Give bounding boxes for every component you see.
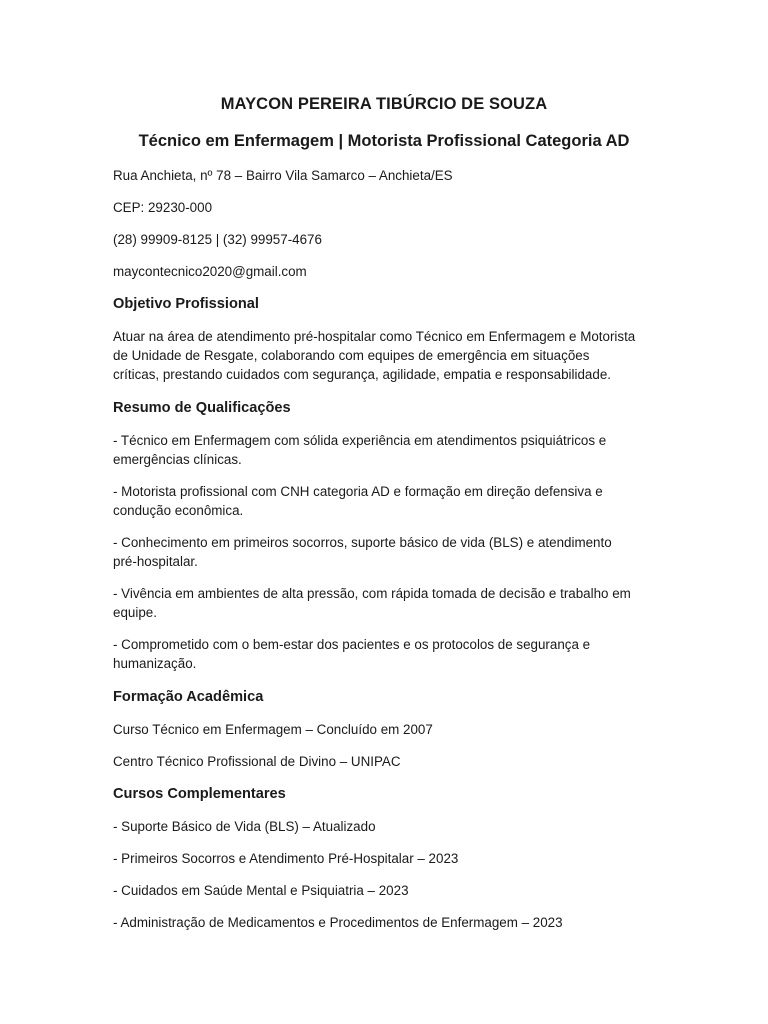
section-title-courses: Cursos Complementares <box>113 786 286 802</box>
section-title-qualifications: Resumo de Qualificações <box>113 400 291 416</box>
section-title-objective: Objetivo Profissional <box>113 296 259 312</box>
qualification-line: - Técnico em Enfermagem com sólida experiência em atendimentos psiquiátricos e <box>113 433 607 448</box>
qualification-item <box>113 533 655 571</box>
professional-title: Técnico em Enfermagem | Motorista Profissional Categoria AD <box>138 132 630 150</box>
email-line: maycontecnico2020@gmail.com <box>113 264 307 279</box>
qualification-item <box>113 482 655 520</box>
qualification-item <box>113 431 655 469</box>
phone-line: (28) 99909-8125 | (32) 99957-4676 <box>113 232 322 247</box>
qualification-line: - Comprometido com o bem-estar dos pacientes e os protocolos de segurança e <box>113 637 591 652</box>
qualification-line: emergências clínicas. <box>113 452 242 467</box>
qualification-item <box>113 635 655 673</box>
objective-line: de Unidade de Resgate, colaborando com equipes de emergência em situações <box>113 348 590 363</box>
objective-line: Atuar na área de atendimento pré-hospitalar como Técnico em Enfermagem e Motorista <box>113 329 636 344</box>
candidate-name: MAYCON PEREIRA TIBÚRCIO DE SOUZA <box>220 95 548 113</box>
qualification-line: condução econômica. <box>113 503 244 518</box>
qualification-line: pré-hospitalar. <box>113 554 198 569</box>
education-institution: Centro Técnico Profissional de Divino – UNIPAC <box>113 754 401 769</box>
qualification-line: - Motorista profissional com CNH categoria AD e formação em direção defensiva e <box>113 484 603 499</box>
course-item: - Suporte Básico de Vida (BLS) – Atualizado <box>113 819 376 834</box>
address-line: Rua Anchieta, nº 78 – Bairro Vila Samarco – Anchieta/ES <box>113 168 453 183</box>
course-item: - Cuidados em Saúde Mental e Psiquiatria – 2023 <box>113 883 409 898</box>
section-title-education: Formação Acadêmica <box>113 689 264 705</box>
education-course: Curso Técnico em Enfermagem – Concluído em 2007 <box>113 722 433 737</box>
qualification-line: - Vivência em ambientes de alta pressão, com rápida tomada de decisão e trabalho em <box>113 586 631 601</box>
course-item: - Primeiros Socorros e Atendimento Pré-Hospitalar – 2023 <box>113 851 459 866</box>
qualification-line: equipe. <box>113 605 157 620</box>
cep-line: CEP: 29230-000 <box>113 200 213 215</box>
objective-paragraph <box>113 327 655 384</box>
course-item: - Administração de Medicamentos e Procedimentos de Enfermagem – 2023 <box>113 915 563 930</box>
qualification-item <box>113 584 655 622</box>
qualification-line: humanização. <box>113 656 197 671</box>
qualification-line: - Conhecimento em primeiros socorros, suporte básico de vida (BLS) e atendimento <box>113 535 612 550</box>
objective-line: críticas, prestando cuidados com segurança, agilidade, empatia e responsabilidade. <box>113 367 611 382</box>
